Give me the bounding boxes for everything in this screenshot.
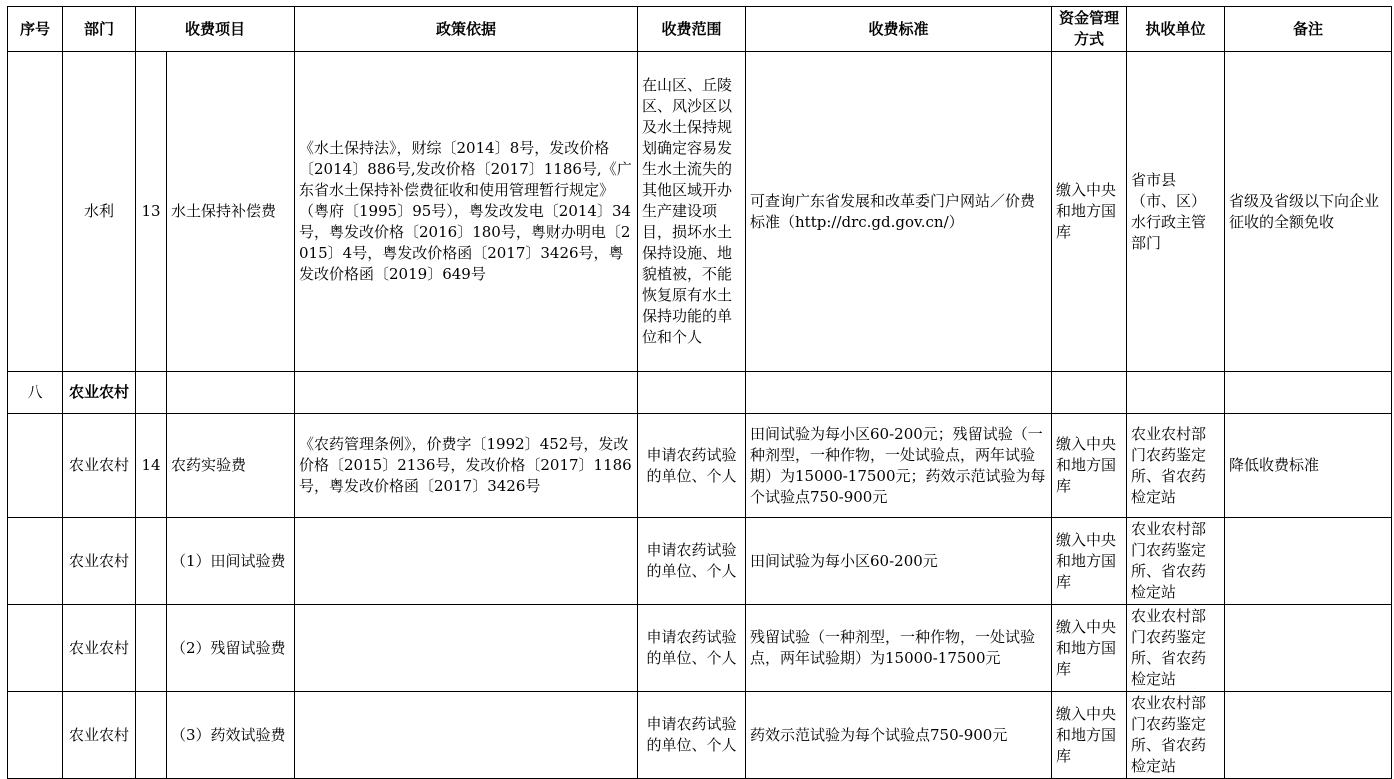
table-header-row <box>8 7 1392 52</box>
cell-standard: 药效示范试验为每个试验点750-900元 <box>746 692 1052 779</box>
header-note: 备注 <box>1225 7 1392 52</box>
cell-standard: 残留试验（一种剂型，一种作物，一处试验点，两年试验期）为15000-17500元 <box>746 605 1052 692</box>
cell-policy <box>295 605 638 692</box>
cell-item: （1）田间试验费 <box>167 518 295 605</box>
cell-num <box>136 692 167 779</box>
cell-seq <box>8 414 63 518</box>
cell-note <box>1225 605 1392 692</box>
cell-scope: 申请农药试验的单位、个人 <box>638 518 746 605</box>
fee-table <box>7 6 1392 779</box>
cell-dept: 农业农村 <box>63 605 136 692</box>
cell-scope: 申请农药试验的单位、个人 <box>638 414 746 518</box>
cell-item <box>167 372 295 414</box>
header-dept: 部门 <box>63 7 136 52</box>
cell-dept: 农业农村 <box>63 372 136 414</box>
cell-policy <box>295 518 638 605</box>
cell-note <box>1225 518 1392 605</box>
header-seq: 序号 <box>8 7 63 52</box>
cell-unit: 农业农村部门农药鉴定所、省农药检定站 <box>1127 605 1225 692</box>
cell-note: 省级及省级以下向企业征收的全额免收 <box>1225 52 1392 372</box>
table-row <box>8 372 1392 414</box>
cell-unit: 农业农村部门农药鉴定所、省农药检定站 <box>1127 692 1225 779</box>
cell-fund: 缴入中央和地方国库 <box>1052 414 1127 518</box>
cell-standard: 田间试验为每小区60-200元 <box>746 518 1052 605</box>
cell-num <box>136 372 167 414</box>
cell-num <box>136 605 167 692</box>
cell-seq <box>8 518 63 605</box>
header-scope: 收费范围 <box>638 7 746 52</box>
cell-item: 水土保持补偿费 <box>167 52 295 372</box>
cell-policy <box>295 692 638 779</box>
cell-seq <box>8 692 63 779</box>
cell-item: （2）残留试验费 <box>167 605 295 692</box>
cell-note <box>1225 692 1392 779</box>
cell-dept: 农业农村 <box>63 414 136 518</box>
cell-fund: 缴入中央和地方国库 <box>1052 605 1127 692</box>
cell-fund <box>1052 372 1127 414</box>
cell-dept: 农业农村 <box>63 692 136 779</box>
table-row <box>8 52 1392 372</box>
cell-dept: 水利 <box>63 52 136 372</box>
cell-fund: 缴入中央和地方国库 <box>1052 692 1127 779</box>
table-row <box>8 605 1392 692</box>
cell-note <box>1225 372 1392 414</box>
cell-standard: 可查询广东省发展和改革委门户网站／价费标准（http://drc.gd.gov.cn/） <box>746 52 1052 372</box>
cell-num <box>136 518 167 605</box>
header-unit: 执收单位 <box>1127 7 1225 52</box>
header-policy: 政策依据 <box>295 7 638 52</box>
cell-unit <box>1127 372 1225 414</box>
cell-num: 14 <box>136 414 167 518</box>
cell-item: 农药实验费 <box>167 414 295 518</box>
table-row <box>8 414 1392 518</box>
cell-standard <box>746 372 1052 414</box>
cell-policy: 《农药管理条例》，价费字〔1992〕452号，发改价格〔2015〕2136号，发改价格〔2017〕1186号，粤发改价格函〔2017〕3426号 <box>295 414 638 518</box>
cell-policy: 《水土保持法》，财综〔2014〕8号，发改价格〔2014〕886号,发改价格〔2017〕1186号,《广东省水土保持补偿费征收和使用管理暂行规定》（粤府〔1995〕95号），粤发改发电〔2014〕34号，粤发改价格〔2016〕180号，粤财办明电〔2015〕4号，粤发改价格函〔2017〕3426号，粤发改价格函〔2019〕649号 <box>295 52 638 372</box>
cell-scope: 在山区、丘陵区、风沙区以及水土保持规划确定容易发生水土流失的其他区域开办生产建设项目，损坏水土保持设施、地貌植被，不能恢复原有水土保持功能的单位和个人 <box>638 52 746 372</box>
header-standard: 收费标准 <box>746 7 1052 52</box>
cell-scope: 申请农药试验的单位、个人 <box>638 605 746 692</box>
cell-scope <box>638 372 746 414</box>
cell-fund: 缴入中央和地方国库 <box>1052 52 1127 372</box>
cell-note: 降低收费标准 <box>1225 414 1392 518</box>
table-row <box>8 518 1392 605</box>
header-fund: 资金管理方式 <box>1052 7 1127 52</box>
cell-seq: 八 <box>8 372 63 414</box>
table-row <box>8 692 1392 779</box>
cell-unit: 省市县（市、区）水行政主管部门 <box>1127 52 1225 372</box>
cell-dept: 农业农村 <box>63 518 136 605</box>
cell-unit: 农业农村部门农药鉴定所、省农药检定站 <box>1127 414 1225 518</box>
cell-policy <box>295 372 638 414</box>
cell-seq <box>8 52 63 372</box>
cell-fund: 缴入中央和地方国库 <box>1052 518 1127 605</box>
cell-item: （3）药效试验费 <box>167 692 295 779</box>
header-item: 收费项目 <box>136 7 295 52</box>
cell-num: 13 <box>136 52 167 372</box>
cell-unit: 农业农村部门农药鉴定所、省农药检定站 <box>1127 518 1225 605</box>
cell-standard: 田间试验为每小区60-200元；残留试验（一种剂型，一种作物，一处试验点，两年试验期）为15000-17500元；药效示范试验为每个试验点750-900元 <box>746 414 1052 518</box>
cell-scope: 申请农药试验的单位、个人 <box>638 692 746 779</box>
cell-seq <box>8 605 63 692</box>
